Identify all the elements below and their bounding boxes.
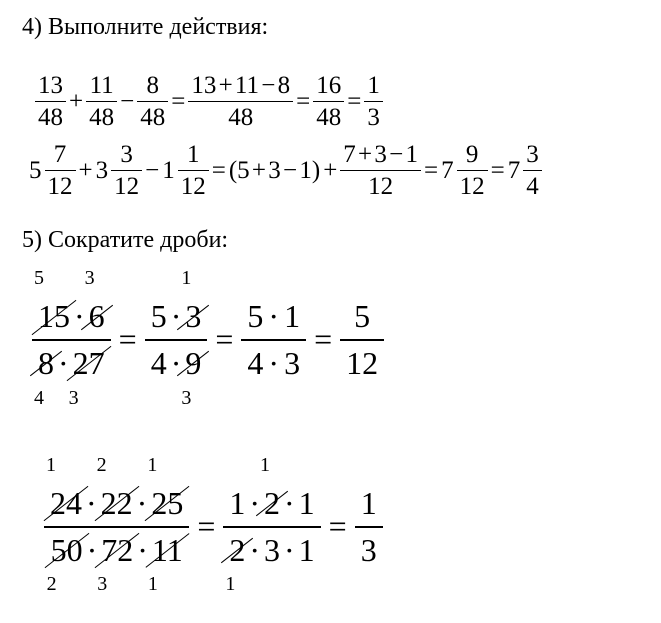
factor (151, 345, 167, 382)
factor-value: 24 (50, 484, 82, 521)
denominator: 48 (140, 104, 166, 132)
denominator: 48 (316, 104, 342, 132)
fraction (223, 453, 320, 596)
denominator: 48 (228, 104, 254, 132)
reduced-factor: 3 (68, 386, 79, 409)
numerator: 13 (35, 72, 66, 103)
factor (299, 532, 315, 569)
reduced-factor: 3 (84, 267, 95, 290)
fraction (111, 141, 142, 201)
cancelled-factor (225, 531, 246, 596)
factor (151, 298, 167, 335)
cancelled-factor (34, 344, 54, 409)
mixed-number (441, 141, 488, 201)
denominator: 12 (459, 173, 485, 201)
factor-value: 6 (88, 298, 105, 335)
multiplication-dot: · (137, 531, 148, 568)
reduced-factor: 4 (34, 386, 44, 409)
factor-value: 27 (72, 344, 105, 381)
fraction (188, 72, 293, 132)
reduced-factor: 3 (97, 573, 108, 596)
factor-value: 1 (298, 531, 315, 568)
denominator: 12 (180, 173, 206, 201)
multiplication-dot: · (86, 484, 97, 521)
factor-value: 15 (38, 298, 70, 335)
cancelled-factor (97, 531, 134, 596)
denominator: 3 (367, 104, 380, 132)
factor (299, 485, 315, 522)
whole-part: 7 (507, 156, 521, 184)
denominator: 12 (368, 173, 394, 201)
multiplication-dot: · (74, 298, 85, 335)
numerator: 3 (111, 141, 142, 172)
mixed-number (508, 141, 542, 201)
equation-2 (29, 141, 542, 201)
factor-value: 9 (185, 344, 202, 381)
equals-operator: = (490, 156, 505, 184)
mixed-number (96, 141, 143, 201)
mixed-number (162, 141, 209, 201)
factor-value: 2 (264, 484, 281, 521)
factor-value: 8 (38, 344, 54, 381)
equals-operator: = (171, 87, 186, 115)
numerator: 11 (86, 72, 117, 103)
cancelled-factor (46, 453, 82, 522)
multiplication-dot: · (284, 484, 295, 521)
problem-4-heading: 4) Выполните действия: (22, 14, 269, 40)
denominator: 12 (47, 173, 73, 201)
factor-value: 1 (229, 484, 246, 521)
reduction-2 (44, 453, 383, 596)
numerator: 13 + 11 − 8 (188, 72, 293, 103)
fraction (45, 141, 76, 201)
parenthesized-sum: (5 + 3 − 1) (228, 156, 321, 184)
reduced-factor: 1 (46, 453, 56, 476)
equals-operator: = (197, 508, 216, 545)
reduced-factor: 1 (225, 573, 236, 596)
fraction (137, 72, 168, 132)
reduced-factor: 2 (96, 453, 107, 476)
numerator: 16 (313, 72, 344, 103)
numerator: 3 (523, 141, 542, 172)
reduced-factor: 1 (147, 573, 158, 596)
multiplication-dot: · (249, 484, 261, 521)
whole-part: 3 (95, 156, 109, 184)
cancelled-factor (181, 267, 202, 335)
factor-value: 11 (151, 531, 183, 568)
equals-operator: = (215, 321, 234, 358)
equals-operator: = (314, 321, 333, 358)
cancelled-factor (260, 453, 281, 522)
multiplication-dot: · (284, 531, 295, 568)
plus-operator: + (78, 156, 93, 184)
numerator: 1 (355, 485, 383, 528)
cancelled-factor (147, 531, 183, 596)
fraction (340, 141, 421, 201)
denominator: 4 (526, 173, 539, 201)
fraction (178, 141, 209, 201)
reduced-factor: 3 (181, 386, 192, 409)
numerator (145, 267, 208, 341)
numerator: 5 · 1 (241, 298, 306, 341)
equals-operator: = (347, 87, 362, 115)
numerator (32, 267, 111, 341)
equals-operator: = (296, 87, 311, 115)
denominator: 3 (360, 531, 377, 568)
factor-value: 50 (50, 531, 83, 568)
numerator (223, 453, 320, 528)
factor-value: 3 (264, 531, 281, 568)
multiplication-dot: · (249, 531, 261, 568)
equation-1 (35, 72, 383, 132)
factor-value: 2 (229, 531, 246, 568)
cancelled-factor (147, 453, 184, 522)
whole-part: 1 (162, 156, 175, 184)
fraction (364, 72, 383, 132)
reduced-factor: 1 (181, 267, 192, 290)
mixed-number (29, 141, 76, 201)
factor-value: 1 (298, 484, 315, 521)
numerator: 7 (45, 141, 76, 172)
fraction (355, 485, 383, 569)
equals-operator: = (328, 508, 347, 545)
fraction (86, 72, 117, 132)
equals-operator: = (118, 321, 137, 358)
equals-operator: = (424, 156, 439, 184)
denominator: 48 (89, 104, 115, 132)
multiplication-dot: · (86, 531, 98, 568)
fraction (313, 72, 344, 132)
fraction (32, 267, 111, 409)
numerator (44, 453, 189, 528)
factor (229, 485, 245, 522)
whole-part: 7 (441, 156, 454, 184)
factor-value: 72 (101, 531, 134, 568)
fraction (145, 267, 208, 409)
denominator: 4 · 3 (247, 344, 301, 381)
multiplication-dot: · (170, 298, 182, 335)
fraction (44, 453, 189, 596)
numerator: 1 (178, 141, 209, 172)
reduction-1 (32, 267, 384, 409)
plus-operator: + (323, 156, 338, 184)
denominator: 48 (38, 104, 63, 132)
cancelled-factor (96, 453, 133, 522)
factor (264, 532, 280, 569)
reduced-factor: 5 (34, 267, 44, 290)
cancelled-factor (68, 344, 105, 409)
factor-value: 25 (151, 484, 184, 521)
multiplication-dot: · (170, 344, 182, 381)
denominator (223, 528, 320, 596)
fraction (523, 141, 542, 201)
numerator: 8 (137, 72, 168, 103)
plus-operator: + (69, 87, 84, 115)
minus-operator: − (120, 87, 135, 115)
denominator (32, 341, 111, 409)
denominator (145, 341, 208, 409)
whole-part: 5 (29, 156, 42, 184)
numerator: 1 (364, 72, 383, 103)
cancelled-factor (181, 344, 202, 409)
numerator: 7 + 3 − 1 (340, 141, 421, 172)
multiplication-dot: · (58, 344, 69, 381)
problem-5-heading: 5) Сократите дроби: (22, 226, 229, 253)
factor-value: 5 (150, 298, 167, 335)
denominator: 12 (346, 344, 379, 381)
denominator: 12 (114, 173, 140, 201)
fraction (340, 298, 384, 382)
factor-value: 3 (185, 298, 202, 335)
equals-operator: = (211, 156, 226, 184)
denominator (44, 528, 189, 596)
minus-operator: − (145, 156, 160, 184)
reduced-factor: 1 (147, 453, 158, 476)
factor-value: 4 (150, 344, 167, 381)
cancelled-factor (46, 531, 83, 596)
cancelled-factor (84, 267, 105, 335)
factor-value: 22 (100, 484, 133, 521)
cancelled-factor (34, 267, 70, 335)
reduced-factor: 1 (260, 453, 271, 476)
numerator: 9 (457, 141, 488, 172)
reduced-factor: 2 (46, 573, 57, 596)
fraction (457, 141, 488, 201)
numerator: 5 (340, 298, 384, 341)
fraction (35, 72, 66, 132)
multiplication-dot: · (136, 484, 148, 521)
fraction (241, 298, 306, 382)
